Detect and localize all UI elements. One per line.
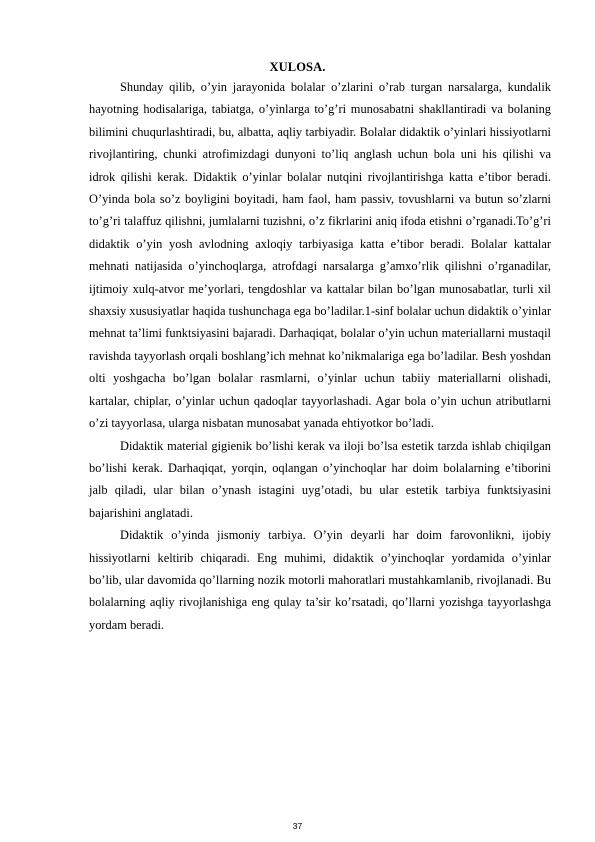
section-title bbox=[0, 58, 595, 76]
body-text bbox=[89, 76, 551, 636]
section-title-text: XULOSA bbox=[269, 60, 323, 74]
section-title-period: . bbox=[322, 60, 326, 74]
paragraph-3: Didaktik o’yinda jismoniy tarbiya. O’yin deyarli har doim farovonlikni, ijobiy hissiyotlarni keltirib chiqaradi. Eng muhimi, didaktik o’yinchoqlar yordamida o’yinlar bo’lib, ular davomida qo’llarning nozik motorli mahoratlari mustahkamlanib, rivojlanadi. Bu bolalarning aqliy rivojlanishiga eng qulay ta’sir ko’rsatadi, qo’llarni yozishga tayyorlashga yordam beradi. bbox=[89, 528, 551, 632]
paragraph-2: Didaktik material gigienik bo’lishi kerak va iloji bo’lsa estetik tarzda ishlab chiqilgan bo’lishi kerak. Darhaqiqat, yorqin, oqlangan o’yinchoqlar har doim bolalarning e’tiborini jalb qiladi, ular bilan o’ynash istagini uyg’otadi, bu ular estetik tarbiya funktsiyasini bajarishini anglatadi. bbox=[89, 438, 551, 520]
page-number: 37 bbox=[292, 821, 303, 831]
paragraph-1: Shunday qilib, o’yin jarayonida bolalar o’zlarini o’rab turgan narsalarga, kundalik hayotning hodisalariga, tabiatga, o’yinlarga to’g’ri munosabatni shakllantiradi va bolaning bilimini chuqurlashtiradi, bu, albatta, aqliy tarbiyadir. Bolalar didaktik o’yinlari hissiyotlarni rivojlantiring, chunki atrofimizdagi dunyoni to’liq anglash uchun bola uni his qilishi va idrok qilishi kerak. Didaktik o’yinlar bolalar nutqini rivojlantirishga katta e’tibor beradi. O’yinda bola so’z boyligini boyitadi, ham faol, ham passiv, tovushlarni va butun so’zlarni to’g’ri talaffuz qilishni, jumlalarni tuzishni, o’z fikrlarini aniq ifoda etishni o’rganadi.To’g’ri didaktik o’yin yosh avlodning axloqiy tarbiyasiga katta e’tibor beradi. Bolalar kattalar mehnati natijasida o’yinchoqlarga, atrofdagi narsalarga g’amxo’rlik qilishni o’rganadilar, ijtimoiy xulq-atvor me’yorlari, tengdoshlar va kattalar bilan bo’lgan munosabatlar, turli xil shaxsiy xususiyatlar haqida tushunchaga ega bo’ladilar.1-sinf bolalar uchun didaktik o’yinlar mehnat ta’limi funktsiyasini bajaradi. Darhaqiqat, bolalar o’yin uchun materiallarni mustaqil ravishda tayyorlash orqali boshlang’ich mehnat ko’nikmalariga ega bo’ladilar. Besh yoshdan olti yoshgacha bo’lgan bolalar rasmlarni, o’yinlar uchun tabiiy materiallarni olishadi, kartalar, chiplar, o’yinlar uchun qadoqlar tayyorlashadi. Agar bola o’yin uchun atributlarni o’zi tayyorlasa, ularga nisbatan munosabat yanada ehtiyotkor bo’ladi. bbox=[89, 80, 551, 431]
